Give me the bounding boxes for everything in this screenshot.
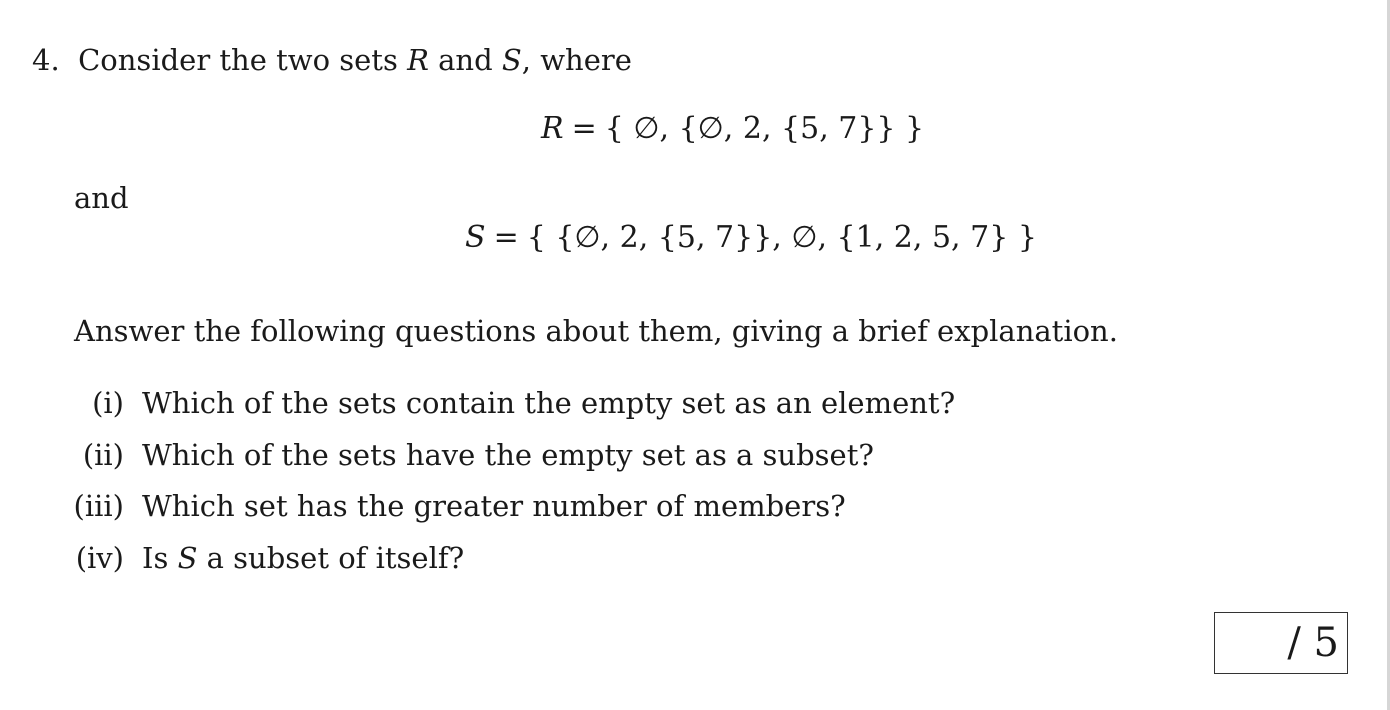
equation-s-lhs: S bbox=[465, 220, 486, 255]
var-s: S bbox=[501, 43, 522, 77]
intro-and: and bbox=[428, 43, 502, 77]
equation-s-rhs: { {∅, 2, {5, 7}}, ∅, {1, 2, 5, 7} } bbox=[526, 220, 1037, 255]
score-text: / 5 bbox=[1287, 620, 1339, 666]
part-iv-prefix: Is bbox=[142, 541, 178, 575]
and-text: and bbox=[74, 181, 129, 215]
part-iv-var: S bbox=[177, 541, 198, 575]
part-iv-label: (iv) bbox=[75, 541, 124, 575]
equation-r-op: = bbox=[571, 111, 597, 146]
equation-r bbox=[541, 111, 924, 147]
part-ii-label: (ii) bbox=[82, 438, 124, 472]
part-i-label: (i) bbox=[92, 386, 124, 420]
part-iv-suffix: a subset of itself? bbox=[197, 541, 465, 575]
part-ii-text: Which of the sets have the empty set as a subset? bbox=[142, 438, 874, 472]
instruction-text: Answer the following questions about them, giving a brief explanation. bbox=[74, 314, 1118, 348]
part-i-text: Which of the sets contain the empty set as an element? bbox=[142, 386, 956, 420]
equation-r-lhs: R bbox=[541, 111, 564, 146]
part-iii-label: (iii) bbox=[73, 489, 124, 523]
question-intro bbox=[32, 42, 632, 78]
intro-suffix: , where bbox=[521, 43, 632, 77]
equation-r-rhs: { ∅, {∅, 2, {5, 7}} } bbox=[604, 111, 925, 146]
part-iii-text: Which set has the greater number of members? bbox=[142, 489, 846, 523]
equation-s bbox=[465, 220, 1037, 256]
part-iv-text bbox=[142, 540, 464, 576]
equation-s-op: = bbox=[493, 220, 519, 255]
var-r: R bbox=[407, 43, 429, 77]
intro-prefix: Consider the two sets bbox=[78, 43, 408, 77]
score-box[interactable] bbox=[1214, 612, 1348, 674]
question-number: 4. bbox=[32, 43, 60, 77]
